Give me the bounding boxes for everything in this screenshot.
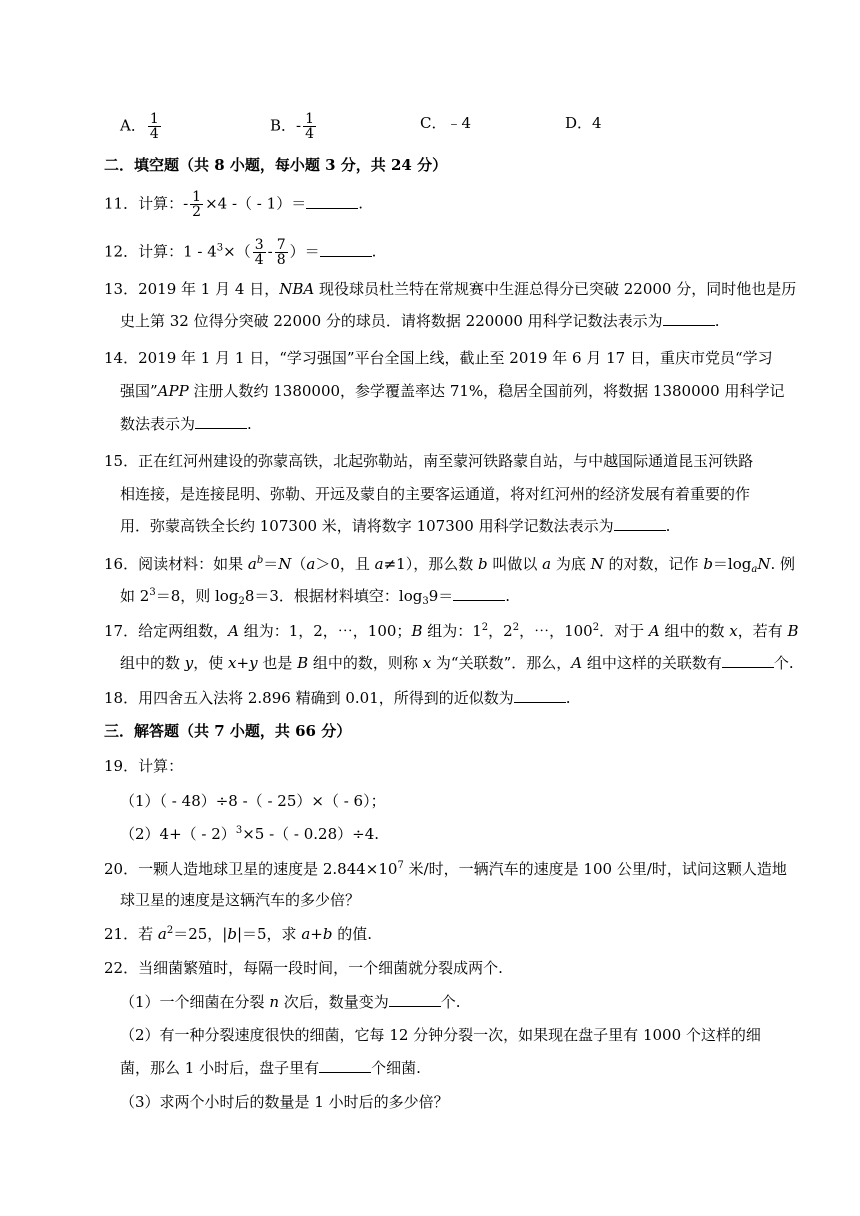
fraction: $\frac{3}{4}$ [254,237,264,268]
option-letter: B． [270,116,297,135]
question-17-line-2: 组中的数 y，使 x+y 也是 B 组中的数，则称 x 为“关联数”．那么，A 组中这样的关联数有 个. [120,654,794,672]
question-21: 21．若 $a^2=25$，|b|＝5，求 a+b 的值. [104,925,372,943]
question-20-line-2: 球卫星的速度是这辆汽车的多少倍？ [120,891,361,909]
question-11: 11．计算：- $\frac{1}{2}$ ×4 -（ - 1）＝ . [104,189,363,220]
answer-blank [320,242,372,257]
fraction: $\frac{1}{4}$ [149,111,159,142]
answer-blank [663,311,715,326]
question-15-line-1: 15．正在红河州建设的弥蒙高铁，北起弥勒站，南至蒙河铁路蒙自站，与中越国际通道昆玉河铁路 [104,452,754,470]
question-19-title: 19．计算： [104,757,184,775]
answer-blank [389,992,441,1007]
option-a [120,112,163,141]
question-15-line-2: 相连接，是连接昆明、弥勒、开远及蒙自的主要客运通道，将对红河州的经济发展有着重要的作 [120,485,751,503]
answer-blank [306,194,358,209]
question-14-line-3: 数法表示为 . [120,415,252,433]
fraction: $\frac{1}{4}$ [305,111,315,142]
fraction: $\frac{1}{2}$ [192,189,202,220]
question-22-part-3: （3）求两个小时后的数量是 1 小时后的多少倍？ [120,1093,449,1111]
question-14-line-1: 14．2019 年 1 月 1 日，“学习强国”平台全国上线，截止至 2019 年 6 月 17 日，重庆市党员“学习 [104,349,773,367]
answer-blank [514,688,566,703]
question-19-part-2: （2）4+（ - 2）$^3$×5 -（ - 0.28）÷4. [120,825,380,843]
question-17-line-1: 17．给定两组数，A 组为：1，2，⋯，100；B 组为：$1^2$，$2^2$，⋯，$100^2$．对于 A 组中的数 x，若有 B [104,622,799,640]
question-15-line-3: 用．弥蒙高铁全长约 107300 米，请将数字 107300 用科学记数法表示为 . [120,517,671,535]
section-heading: 三．解答题（共 7 小题，共 66 分） [104,722,352,740]
question-22-part-2-line-1: （2）有一种分裂速度很快的细菌，它每 12 分钟分裂一次，如果现在盘子里有 1000 个这样的细 [120,1026,761,1044]
answer-blank [195,414,247,429]
option-b: B．- $\frac{1}{4}$ [270,111,315,142]
question-18: 18．用四舍五入法将 2.896 精确到 0.01，所得到的近似数为 . [104,689,571,707]
question-20-line-1: 20．一颗人造地球卫星的速度是 $2.844\times 10^7$ 米/时，一辆汽车的速度是 100 公里/时，试问这颗人造地 [104,860,787,878]
answer-blank [722,653,774,668]
question-16-line-2: 如 $2^3=8$，则 $\log_28=3$．根据材料填空：$\log_39=$ . [120,587,511,607]
answer-blank [614,516,666,531]
question-16-line-1: 16．阅读材料：如果 $a^b=N(a>0$，且 a≠1），那么数 b 叫做以 a 为底 N 的对数，记作 $b=\log_aN$. 例 [104,555,795,575]
option-c: C．﹣4 [420,114,472,132]
question-14-line-2: 强国”APP 注册人数约 1380000，参学覆盖率达 71%，稳居全国前列，将数据 1380000 用科学记 [120,382,785,400]
fraction: $\frac{7}{8}$ [276,237,286,268]
answer-blank [319,1058,371,1073]
question-13-line-1: 13．2019 年 1 月 4 日，NBA 现役球员杜兰特在常规赛中生涯总得分已突破 22000 分，同时他也是历 [104,280,797,298]
option-letter: A． [120,116,146,135]
option-d: D．4 [565,114,602,132]
question-13-line-2: 史上第 32 位得分突破 22000 分的球员．请将数据 220000 用科学记数法表示为 . [120,312,720,330]
question-22-title: 22．当细菌繁殖时，每隔一段时间，一个细菌就分裂成两个. [104,959,503,977]
question-12: 12．计算：$1 - 4^3\times$（ $\frac{3}{4}$ - $\frac{7}{8}$ ）＝ . [104,237,377,268]
question-22-part-1: （1）一个细菌在分裂 n 次后，数量变为 个. [120,993,461,1011]
question-22-part-2-line-2: 菌，那么 1 小时后，盘子里有 个细菌. [120,1059,421,1077]
answer-blank [453,586,505,601]
section-heading: 二．填空题（共 8 小题，每小题 3 分，共 24 分） [104,156,448,174]
question-19-part-1: （1）（ - 48）÷8 -（ - 25）×（ - 6）； [120,792,386,810]
